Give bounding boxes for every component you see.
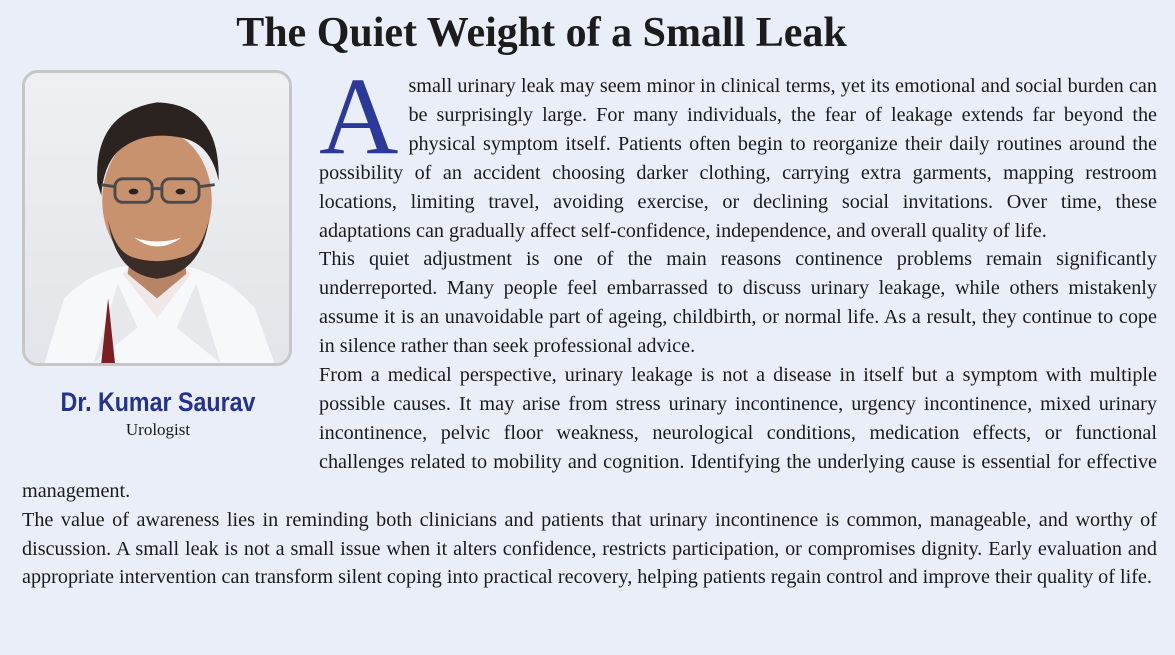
article-body	[22, 55, 1157, 592]
author-role: Urologist	[125, 420, 191, 439]
article-paragraph: The value of awareness lies in reminding both clinicians and patients that urinary incontinence is common, manageable, and worthy of discussion. A small leak is not a small issue when it alters confidence, restricts participation, or compromises dignity. Early evaluation and appropriate intervention can transform silent coping into practical recovery, helping patients regain control and improve their quality of life.	[22, 508, 1157, 589]
photo-wrap-spacer	[22, 72, 319, 464]
article-paragraph: This quiet adjustment is one of the main reasons continence problems remain significantly underreported. Many people feel embarrassed to discuss urinary leakage, while others mistakenly assume it is an unavoidable part of ageing, childbirth, or normal life. As a result, they continue to cope in silence rather than seek professional advice.	[319, 248, 1157, 358]
article-paragraph: From a medical perspective, urinary leakage is not a disease in itself but a symptom with multiple possible causes. It may arise from stress urinary incontinence, urgency incontinence, mixed urinary incontinence, pelvic floor weakness, neurological conditions, medication effects, or functional challenges related to mobility and cognition. Identifying the underlying cause is essential for effective management.	[22, 364, 1157, 502]
article-title: The Quiet Weight of a Small Leak	[236, 10, 847, 56]
drop-cap: A	[319, 55, 399, 177]
author-name: Dr. Kumar Saurav	[60, 387, 256, 417]
paragraph-text: small urinary leak may seem minor in clinical terms, yet its emotional and social burden can be surprisingly large. For many individuals, the fear of leakage extends far beyond the physical symptom itself. Patients often begin to reorganize their daily routines around the possibility of an accident choosing darker clothing, carrying extra garments, mapping restroom locations, limiting travel, avoiding exercise, or declining social invitations. Over time, these adaptations can gradually affect self-confidence, independence, and overall quality of life.	[319, 75, 1157, 242]
